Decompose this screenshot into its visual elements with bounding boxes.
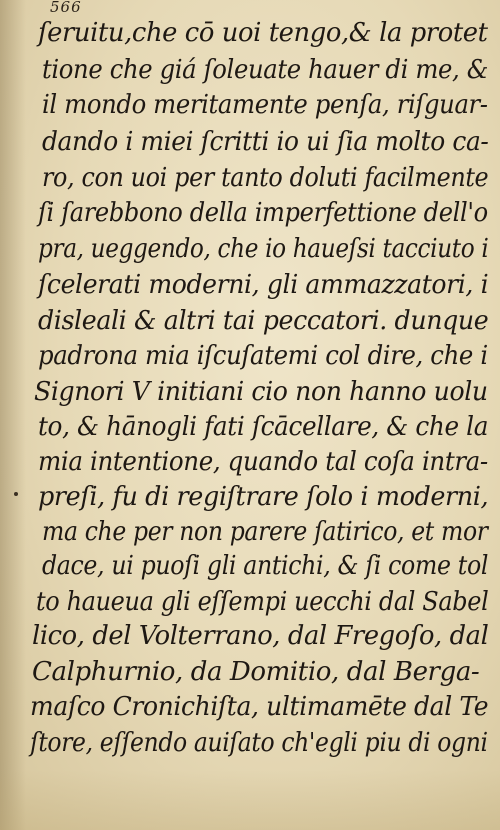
text-line: il mondo meritamente penſa, riſguar- (42, 90, 488, 120)
text-line: Signori V initiani cio non hanno uolu (34, 377, 488, 407)
text-line: dando i miei ſcritti io ui ſia molto ca- (42, 127, 489, 157)
text-line: dace, ui puoſi gli antichi, & ſi come tol (42, 551, 489, 581)
text-line: ro, con uoi per tanto doluti facilmente (42, 163, 489, 193)
text-line: tione che giá ſoleuate hauer di me, & (42, 55, 489, 85)
text-line: lico, del Volterrano, dal Fregoſo, dal (32, 621, 489, 651)
text-line: mia intentione, quando tal coſa intra- (38, 447, 488, 477)
text-line: ſeruitu,che cō uoi tengo,& la protet (38, 18, 488, 48)
text-line: padrona mia iſcuſatemi col dire, che i (38, 341, 488, 371)
text-line: pra, ueggendo, che io haueſsi tacciuto i (38, 234, 489, 264)
text-line: ma che per non parere ſatirico, et mor (42, 517, 488, 547)
text-line: ſtore, eſſendo auiſato ch'egli piu di ogni (30, 728, 488, 758)
text-line: maſco Cronichiſta, ultimamēte dal Te (30, 692, 489, 722)
text-line: to, & hānogli fati ſcācellare, & che la (38, 412, 489, 442)
text-line: to haueua gli eſſempi uecchi dal Sabel (36, 587, 489, 617)
page-number: 566 (50, 0, 82, 16)
text-line: disleali & altri tai peccatori. dunque (38, 306, 489, 336)
margin-mark (14, 492, 18, 496)
text-line: preſi, fu di regiſtrare ſolo i moderni, (38, 482, 489, 512)
text-line: Calphurnio, da Domitio, dal Berga- (32, 657, 480, 687)
text-line: ſcelerati moderni, gli ammazzatori, i (38, 270, 489, 300)
text-line: ſi ſarebbono della imperfettione dell'o (38, 198, 488, 228)
